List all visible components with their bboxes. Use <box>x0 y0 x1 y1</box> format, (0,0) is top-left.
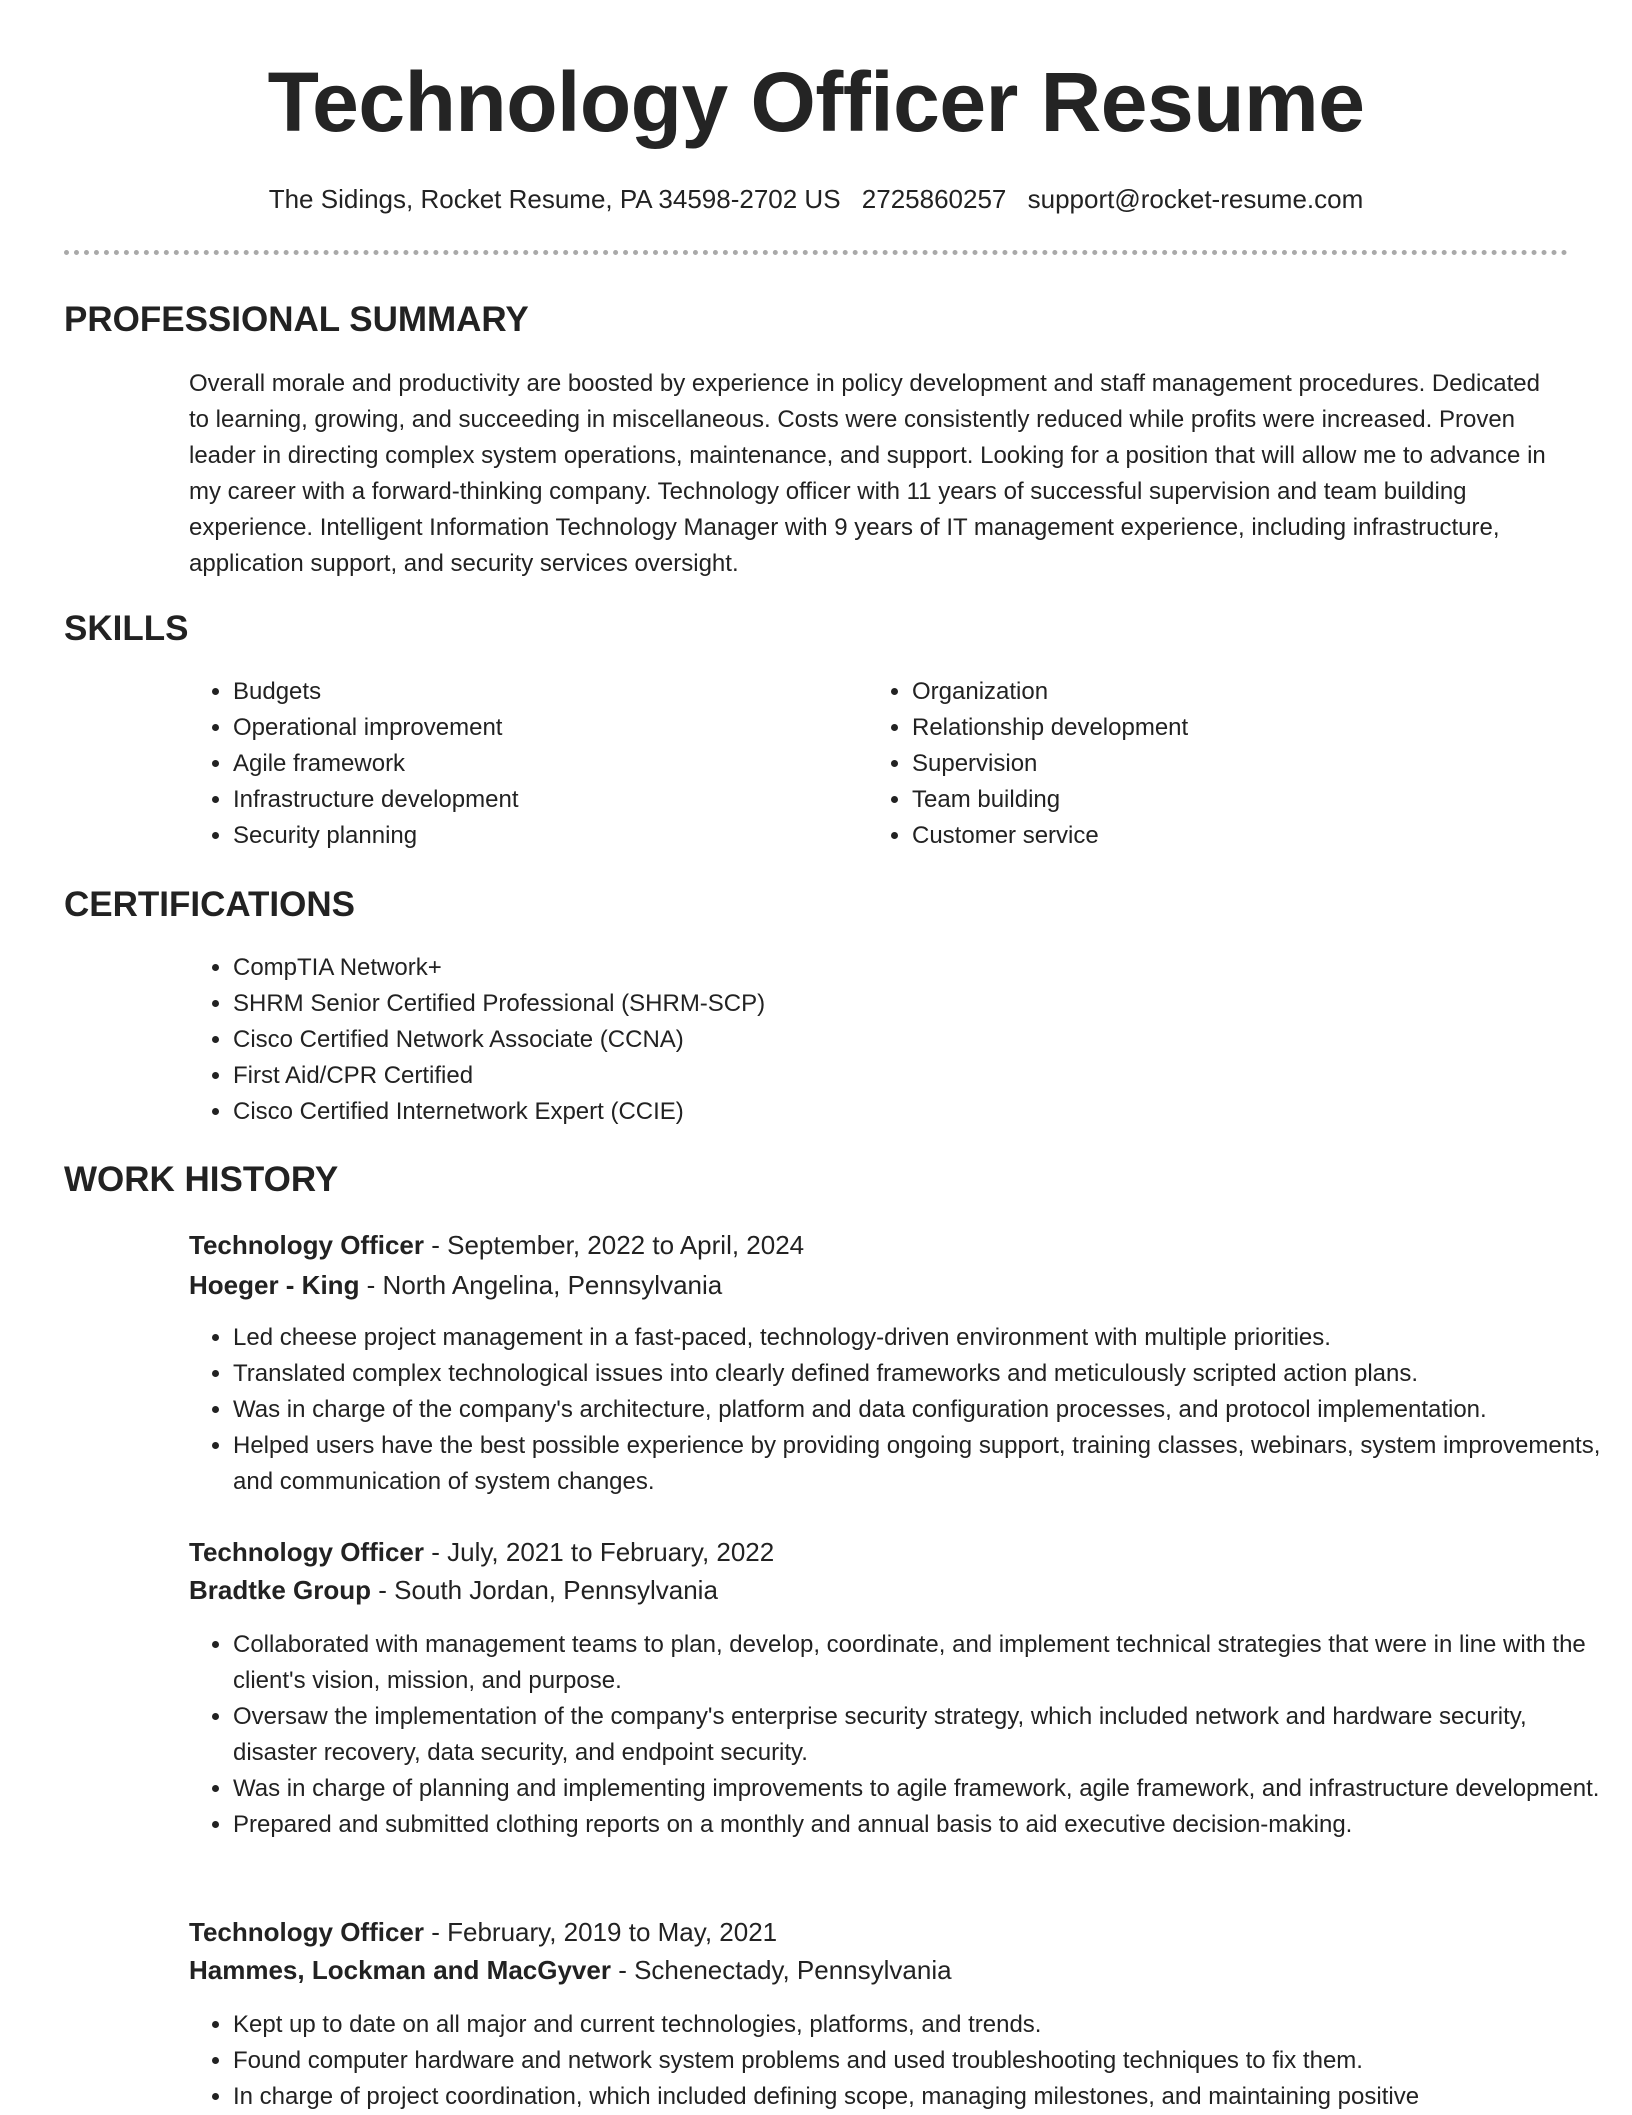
job-company-line <box>189 1571 718 1609</box>
list-item: • Collaborated with management teams to plan, develop, coordinate, and implement technical strategies that were in line with the client's vision, mission, and purpose. <box>233 1627 1613 1699</box>
list-item: • Team building <box>912 782 1512 818</box>
work-history-heading: WORK HISTORY <box>64 1160 339 1199</box>
skills-list-right <box>868 674 1512 854</box>
list-item: • Relationship development <box>912 710 1512 746</box>
list-item: • Led cheese project management in a fast-paced, technology-driven environment with multiple priorities. <box>233 1320 1613 1356</box>
contact-phone: 2725860257 <box>861 184 1007 214</box>
list-item: • Cisco Certified Network Associate (CCNA) <box>233 1022 1533 1058</box>
skills-heading: SKILLS <box>64 609 189 648</box>
list-item: • Helped users have the best possible experience by providing ongoing support, training classes, webinars, system improvements, and communication of system changes. <box>233 1428 1613 1500</box>
job-bullets <box>189 1627 1613 1843</box>
resume-title: Technology Officer Resume <box>267 55 1365 149</box>
list-item: • Supervision <box>912 746 1512 782</box>
list-item: • Budgets <box>233 674 833 710</box>
job-title-line <box>189 1226 804 1264</box>
job-dates: - July, 2021 to February, 2022 <box>424 1537 775 1567</box>
list-item: • Customer service <box>912 818 1512 854</box>
contact-address: The Sidings, Rocket Resume, PA 34598-2702 US <box>268 184 841 214</box>
job-location: - North Angelina, Pennsylvania <box>359 1270 723 1300</box>
job-title: Technology Officer <box>189 1537 424 1567</box>
list-item: • Was in charge of planning and implementing improvements to agile framework, agile framework, and infrastructure development. <box>233 1771 1613 1807</box>
job-bullets <box>189 2007 1613 2115</box>
job-title-line <box>189 1913 777 1951</box>
list-item: • Kept up to date on all major and current technologies, platforms, and trends. <box>233 2007 1613 2043</box>
list-item: • Operational improvement <box>233 710 833 746</box>
job-title-line <box>189 1533 774 1571</box>
job-company: Bradtke Group <box>189 1575 372 1605</box>
job-location: - Schenectady, Pennsylvania <box>610 1955 952 1985</box>
job-title: Technology Officer <box>189 1230 424 1260</box>
list-item: • Organization <box>912 674 1512 710</box>
skills-list-left <box>189 674 833 854</box>
job-dates: - September, 2022 to April, 2024 <box>424 1230 805 1260</box>
list-item: • Was in charge of the company's architecture, platform and data configuration processes, and protocol implementation. <box>233 1392 1613 1428</box>
list-item: • In charge of project coordination, which included defining scope, managing milestones, and maintaining positive <box>233 2079 1613 2115</box>
certifications-list <box>189 950 1533 1130</box>
job-location: - South Jordan, Pennsylvania <box>371 1575 718 1605</box>
list-item: • Infrastructure development <box>233 782 833 818</box>
job-bullets <box>189 1320 1613 1500</box>
header-divider <box>64 250 1568 255</box>
job-title: Technology Officer <box>189 1917 424 1947</box>
list-item: • First Aid/CPR Certified <box>233 1058 1533 1094</box>
list-item: • Security planning <box>233 818 833 854</box>
job-dates: - February, 2019 to May, 2021 <box>424 1917 778 1947</box>
job-company: Hammes, Lockman and MacGyver <box>189 1955 611 1985</box>
contact-email: support@rocket-resume.com <box>1027 184 1364 214</box>
contact-line <box>0 182 1632 216</box>
list-item: • Prepared and submitted clothing reports on a monthly and annual basis to aid executive decision-making. <box>233 1807 1613 1843</box>
job-company-line <box>189 1951 952 1989</box>
list-item: • Oversaw the implementation of the company's enterprise security strategy, which included network and hardware security, disaster recovery, data security, and endpoint security. <box>233 1699 1613 1771</box>
certifications-heading: CERTIFICATIONS <box>64 885 356 924</box>
list-item: • Translated complex technological issues into clearly defined frameworks and meticulously scripted action plans. <box>233 1356 1613 1392</box>
list-item: • CompTIA Network+ <box>233 950 1533 986</box>
job-company: Hoeger - King <box>189 1270 360 1300</box>
job-company-line <box>189 1266 722 1304</box>
summary-text: Overall morale and productivity are boosted by experience in policy development and staff management procedures. Dedicated to learning, growing, and succeeding in miscellaneous. Costs were consistently reduced while profits were increased. Proven leader in directing complex system operations, maintenance, and support. Looking for a position that will allow me to advance in my career with a forward-thinking company. Technology officer with 11 years of successful supervision and team building experience. Intelligent Information Technology Manager with 9 years of IT management experience, including infrastructure, application support, and security services oversight. <box>189 370 1546 577</box>
list-item: • SHRM Senior Certified Professional (SHRM-SCP) <box>233 986 1533 1022</box>
list-item: • Found computer hardware and network system problems and used troubleshooting techniques to fix them. <box>233 2043 1613 2079</box>
list-item: • Cisco Certified Internetwork Expert (CCIE) <box>233 1094 1533 1130</box>
summary-heading: PROFESSIONAL SUMMARY <box>64 300 529 339</box>
list-item: • Agile framework <box>233 746 833 782</box>
